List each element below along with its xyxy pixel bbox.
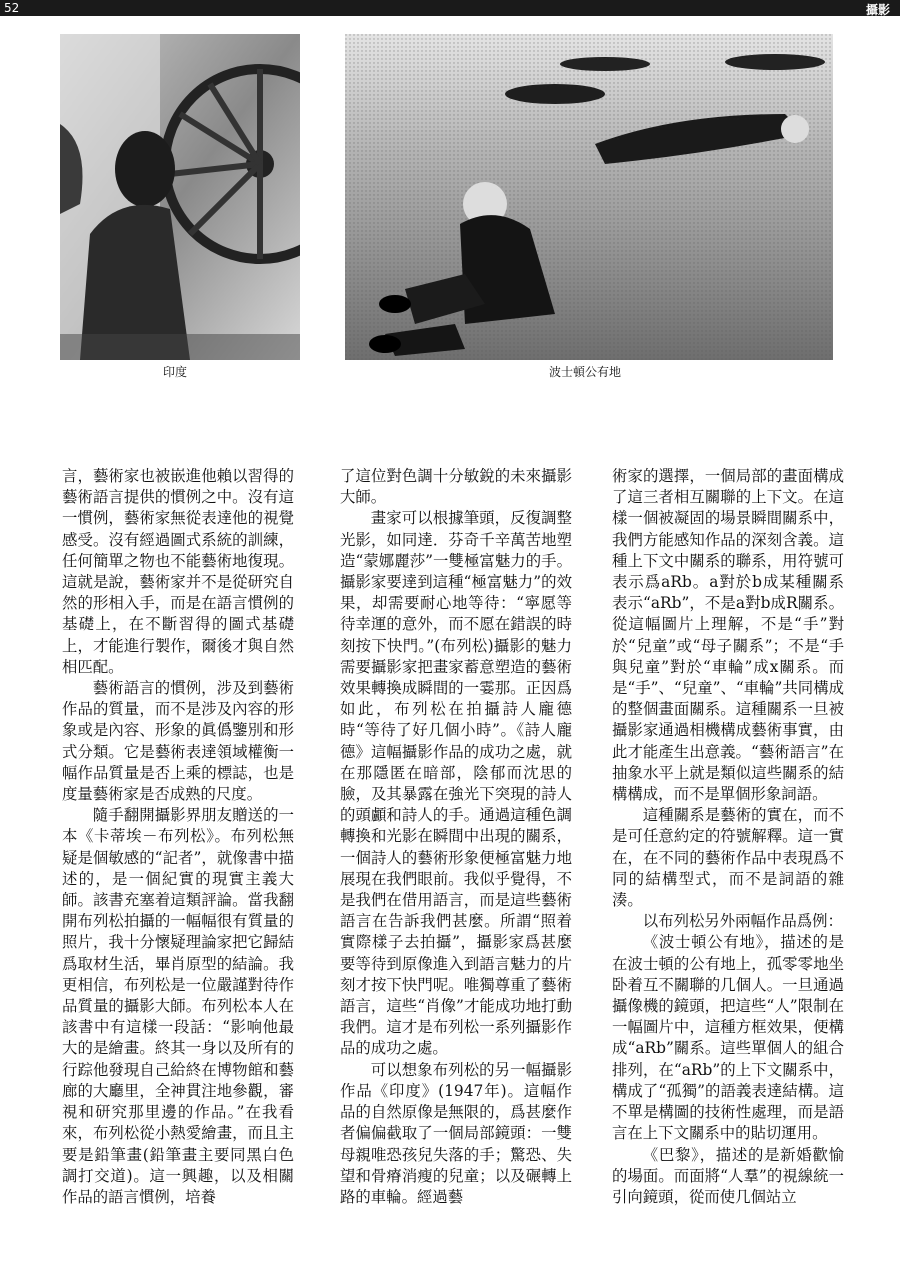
page-number: 52 [4, 1, 20, 15]
photo-india [60, 34, 300, 360]
paragraph: 隨手翻開攝影界朋友贈送的一本《卡蒂埃－布列松》。布列松無疑是個敏感的“記者”，就像書中描述的，是一個紀實的現實主義大師。該書充塞着這類評論。當我翻開布列松拍攝的一幅幅很有質量的照片，我十分懷疑理論家把它歸結爲取材生活，畢肖原型的結論。我更相信，布列松是一位嚴謹對待作品質量的攝影大師。布列松本人在該書中有這樣一段話：“影响他最大的是繪畫。終其一身以及所有的行踪他發現自己給終在博物館和藝廊的大廳里，全神貫注地參觀，審視和研究那里邊的作品。”在我看來，布列松從小熱愛繪畫，而且主要是鉛筆畫(鉛筆畫主要同黑白色調打交道)。這一興趣，以及相關作品的語言慣例，培養 [62, 806, 294, 1206]
section-title: 攝影 [865, 3, 890, 17]
text-column-1 [62, 466, 294, 1208]
paragraph: 《巴黎》，描述的是新婚歡愉的場面。而面將“人羣”的視線統一引向鏡頭，從而使几個站立 [612, 1145, 844, 1206]
paragraph: 可以想象布列松的另一幅攝影作品《印度》(1947年)。這幅作品的自然原像是無限的，爲甚麼作者偏偏截取了一個局部鏡頭：一雙母親唯恐孩兒失落的手；驚恐、失望和骨瘠消瘦的兒童；以及碾轉上路的車輪。經過藝 [340, 1060, 572, 1206]
caption-india: 印度 [163, 365, 188, 379]
paragraph: 了這位對色調十分敏銳的未來攝影大師。 [340, 467, 572, 507]
paragraph: 言，藝術家也被嵌進他賴以習得的藝術語言提供的慣例之中。沒有這一慣例，藝術家無從表達他的視覺感受。沒有經過圖式系統的訓練，任何簡單之物也不能藝術地復現。這就是說，藝術家并不是從研究自然的形相入手，而是在語言慣例的基礎上，在不斷習得的圖式基礎上，才能進行製作，爾後才與自然相匹配。 [62, 467, 294, 676]
paragraph: 術家的選擇，一個局部的畫面構成了這三者相互關聯的上下文。在這樣一個被凝固的場景瞬間關系中，我們方能感知作品的深刻含義。這種上下文中關系的聯系，用符號可表示爲aRb。a對於b成某種關系表示“aRb”，不是a對b成R關系。從這幅圖片上理解，不是“手”對於“兒童”或“母子關系”；不是“手與兒童”對於“車輪”成x關系。而是“手”、“兒童”、“車輪”共同構成的整個畫面關系。這種關系一旦被攝影家通過相機構成藝術事實，由此才能產生出意義。“藝術語言”在抽象水平上就是類似這些關系的結構構成，而不是單個形象詞語。 [612, 467, 844, 804]
paragraph: 《波士頓公有地》，描述的是在波士頓的公有地上，孤零零地坐卧着互不關聯的几個人。一旦通過攝像機的鏡頭，把這些“人”限制在一幅圖片中，這種方框效果，便構成“aRb”關系。這些單個人的組合排列，在“aRb”的上下文關系中，構成了“孤獨”的語義表達結構。這不單是構圖的技術性處理，而是語言在上下文關系中的貼切運用。 [612, 933, 844, 1143]
paragraph: 藝術語言的慣例，涉及到藝術作品的質量，而不是涉及內容的形象或是內容、形象的眞僞鑒別和形式分類。它是藝術表達領域權衡一幅作品質量是否上乘的標誌，也是度量藝術家是否成熟的尺度。 [62, 679, 294, 804]
paragraph: 畫家可以根據筆頭，反復調整光影，如同達．芬奇千辛萬苦地塑造“蒙娜麗莎”一雙極富魅力的手。攝影家要達到這種“極富魅力”的效果，却需要耐心地等待：“寧愿等待幸運的意外，而不愿在錯誤的時刻按下快門。”(布列松)攝影的魅力需要攝影家把畫家蓄意塑造的藝術效果轉換成瞬間的一霎那。正因爲如此，布列松在拍攝詩人龐德時“等待了好几個小時”。《詩人龐德》這幅攝影作品的成功之處，就在那隱匿在暗部，陰郁而沈思的臉，及其暴露在強光下突現的詩人的頭顱和詩人的手。通過這種色調轉換和光影在瞬間中出現的關系，一個詩人的藝術形象便極富魅力地展現在我們眼前。我似乎覺得，不是我們在借用語言，而是這些藝術語言在告訴我們甚麼。所謂“照着實際樣子去拍攝”，攝影家爲甚麼要等待到原像進入到語言魅力的片刻才按下快門呢。唯獨尊重了藝術語言，這些“肖像”才能成功地打動我們。這才是布列松一系列攝影作品的成功之處。 [340, 509, 572, 1058]
page-header-bar [0, 0, 900, 16]
photo-boston-common [345, 34, 833, 360]
caption-boston-common: 波士頓公有地 [549, 365, 622, 379]
paragraph: 以布列松另外兩幅作品爲例： [642, 912, 843, 931]
paragraph: 這種關系是藝術的實在，而不是可任意約定的符號解釋。這一實在，在不同的藝術作品中表現爲不同的結構型式，而不是詞語的雜湊。 [612, 806, 844, 910]
text-column-2 [340, 466, 572, 1208]
text-column-3 [612, 466, 844, 1208]
